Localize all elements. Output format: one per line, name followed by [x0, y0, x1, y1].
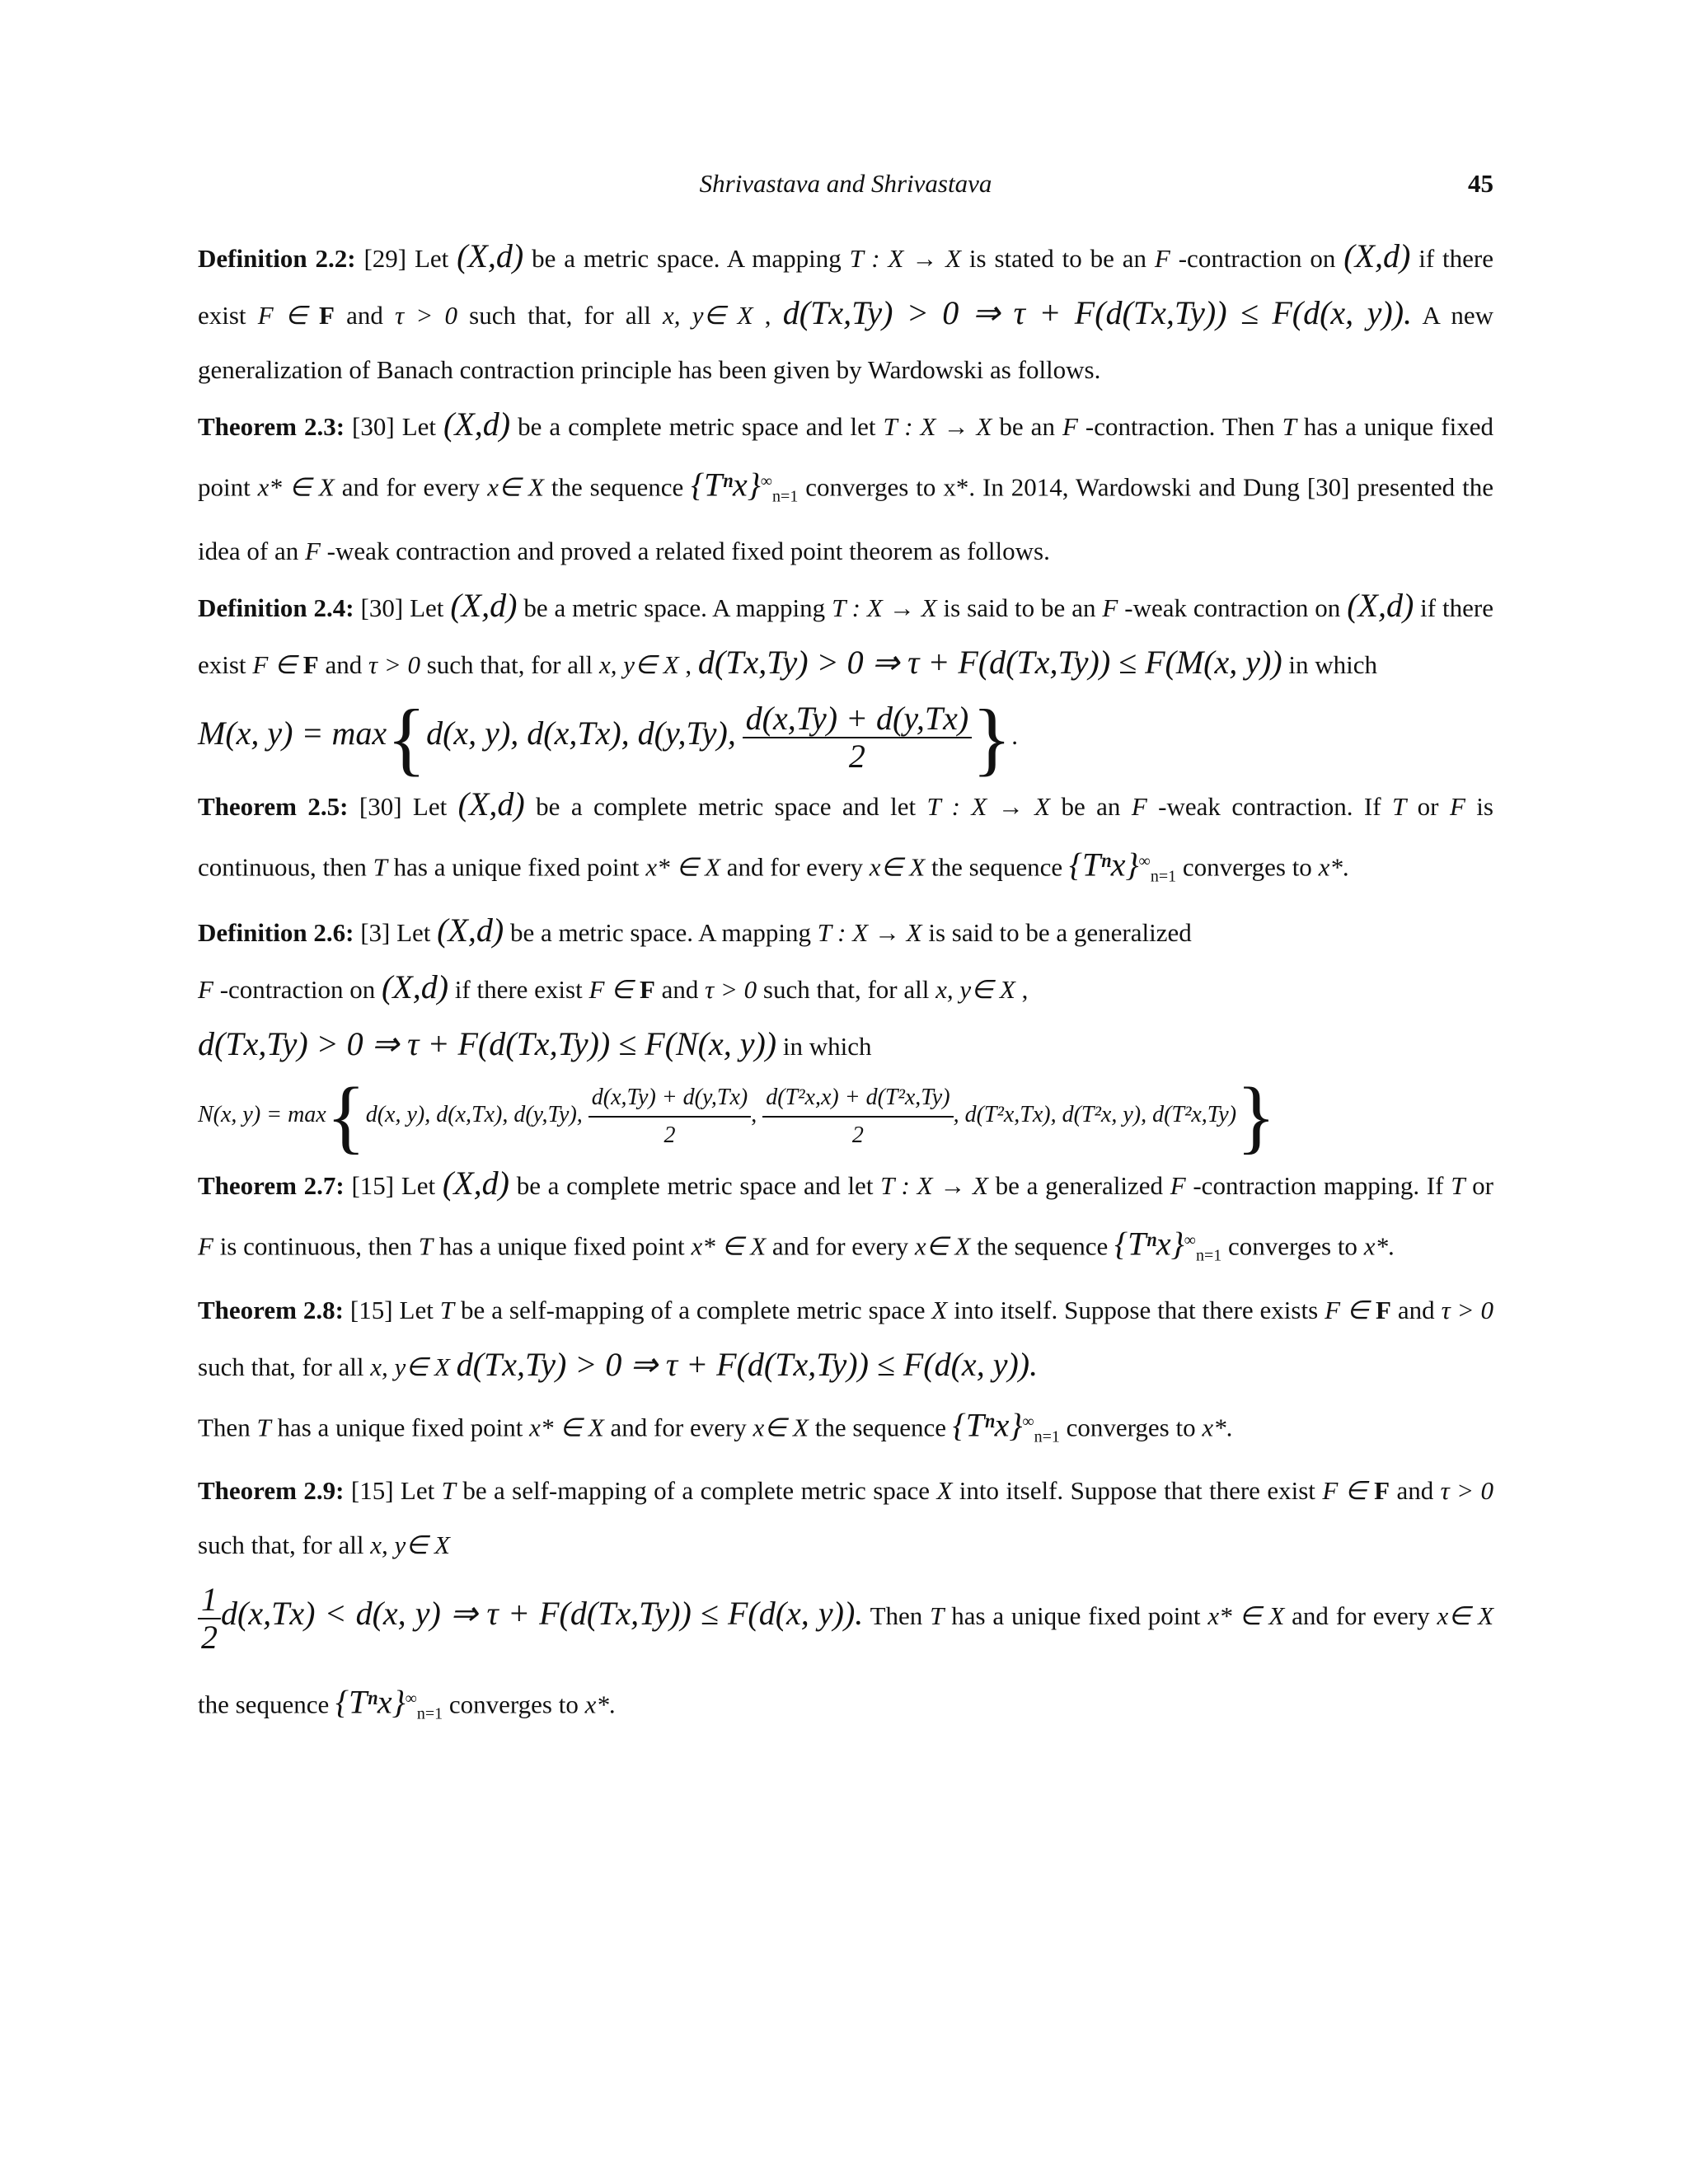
theorem-2-5: Theorem 2.5: [30] Let (X,d) be a complete metric space and let T : X → X be an F -weak contraction. If T or F is continuous, then T has a unique fixed point x* ∈ X and for every x∈ X the sequence $\{T^nx\}^\infty_{n=1}$ converges to x*.	[198, 785, 1493, 886]
definition-label: Definition 2.4:	[198, 593, 354, 622]
fraction: $\frac{d(x,Ty) + d(y,Tx)}{2}$	[588, 1080, 751, 1154]
definition-label: Definition 2.2:	[198, 244, 356, 273]
theorem-label: Theorem 2.5:	[198, 791, 349, 821]
definition-2-6: Definition 2.6: [3] Let (X,d) be a metric space. A mapping T : X → X is said to be a generalized F -contraction on (X,d) if there exist F ∈ F and τ > 0 such that, for all x, y∈ X , d(Tx,Ty) > 0 ⇒ τ + F(d(Tx,Ty)) ≤ F(N(x, y)) in which	[198, 912, 1192, 1063]
theorem-label: Theorem 2.9:	[198, 1476, 345, 1506]
running-head: Shrivastava and Shrivastava	[699, 169, 992, 198]
theorem-2-7: Theorem 2.7: [15] Let (X,d) be a complete metric space and let T : X → X be a generalized F -contraction mapping. If T or F is continuous, then T has a unique fixed point x* ∈ X and for every x∈ X the sequence $\{T^nx\}^\infty_{n=1}$ converges to x*.	[198, 1165, 1493, 1265]
sequence: {Tⁿx}	[335, 1683, 406, 1721]
theorem-label: Theorem 2.8:	[198, 1295, 344, 1324]
theorem-2-9: Theorem 2.9: [15] Let T be a self-mapping of a complete metric space X into itself. Suppose that there exist F ∈ F and τ > 0 such that, for all x, y∈ X	[198, 1476, 1493, 1560]
theorem-2-8-conclusion: Then T has a unique fixed point x* ∈ X and for every x∈ X the sequence $\{T^nx\}^\infty_{n=1}$ converges to x*.	[198, 1405, 1233, 1446]
M-definition: M(x, y) = max{d(x, y), d(x,Tx), d(y,Ty), $\frac{d(x,Ty) + d(y,Tx)}{2}$ }.	[198, 691, 1018, 784]
weak-contraction-condition: d(Tx,Ty) > 0 ⇒ τ + F(d(Tx,Ty)) ≤ F(M(x, y))	[697, 643, 1282, 681]
theorem-2-8: Theorem 2.8: [15] Let T be a self-mapping of a complete metric space X into itself. Suppose that there exists F ∈ F and τ > 0 such that, for all x, y∈ X d(Tx,Ty) > 0 ⇒ τ + F(d(Tx,Ty)) ≤ F(d(x, y)).	[198, 1295, 1493, 1383]
fraction: $\frac{d(x,Ty) + d(y,Tx)}{2}$	[743, 701, 973, 775]
theorem-2-9-condition: $\frac{1}{2}$ d(x,Tx) < d(x, y) ⇒ τ + F(d(Tx,Ty)) ≤ F(d(x, y)). Then T has a unique fixed point x* ∈ X and for every x∈ X the sequence $\{T^nx\}^\infty_{n=1}$ converges to x*.	[198, 1580, 1494, 1723]
page-number: 45	[1468, 169, 1493, 198]
page-header	[198, 169, 1493, 210]
theorem-label: Theorem 2.3:	[198, 412, 345, 441]
definition-label: Definition 2.6:	[198, 918, 354, 948]
contraction-condition: d(Tx,Ty) > 0 ⇒ τ + F(d(Tx,Ty)) ≤ F(d(x, y)).	[456, 1345, 1039, 1383]
sequence: {Tⁿx}	[1068, 845, 1139, 883]
page-body	[198, 229, 1493, 1755]
definition-2-4: Definition 2.4: [30] Let (X,d) be a metric space. A mapping T : X → X is said to be an F -weak contraction on (X,d) if there exist F ∈ F and τ > 0 such that, for all x, y∈ X , d(Tx,Ty) > 0 ⇒ τ + F(d(Tx,Ty)) ≤ F(M(x, y)) in which	[198, 586, 1493, 681]
theorem-label: Theorem 2.7:	[198, 1171, 345, 1201]
sequence: {Tⁿx}	[952, 1405, 1023, 1443]
contraction-condition: d(Tx,Ty) > 0 ⇒ τ + F(d(Tx,Ty)) ≤ F(d(x, y)).	[782, 294, 1413, 331]
sequence: {Tⁿx}	[691, 466, 761, 504]
definition-2-2: Definition 2.2: [29] Let (X,d) be a metric space. A mapping T : X → X is stated to be an F -contraction on (X,d) if there exist F ∈ F and τ > 0 such that, for all x, y∈ X , d(Tx,Ty) > 0 ⇒ τ + F(d(Tx,Ty)) ≤ F(d(x, y)). A new generalization of Banach contraction principle has been given by Wardowski as follows.	[198, 237, 1494, 384]
N-definition: N(x, y) = max{d(x, y), d(x,Tx), d(y,Ty), $\frac{d(x,Ty) + d(y,Tx)}{2}$ , $\frac{\text{d(T²x,x) + d(T²x,Ty)}}{2}$ , d(T²x,Tx), d(T²x, y), d(T²x,Ty)}	[198, 1070, 1277, 1162]
fraction: $\frac{\text{d(T²x,x) + d(T²x,Ty)}}{2}$	[762, 1080, 953, 1154]
theorem-2-3: Theorem 2.3: [30] Let (X,d) be a complete metric space and let T : X → X be an F -contraction. Then T has a unique fixed point x* ∈ X and for every x∈ X the sequence $\{T^nx\}^\infty_{n=1}$ converges to x*. In 2014, Wardowski and Dung [30] presented the idea of an F -weak contraction and proved a related fixed point theorem as follows.	[198, 405, 1493, 565]
generalized-contraction-condition: d(Tx,Ty) > 0 ⇒ τ + F(d(Tx,Ty)) ≤ F(N(x, y))	[198, 1025, 777, 1063]
sequence: {Tⁿx}	[1114, 1225, 1184, 1263]
one-half: $\frac{1}{2}$	[198, 1582, 221, 1656]
